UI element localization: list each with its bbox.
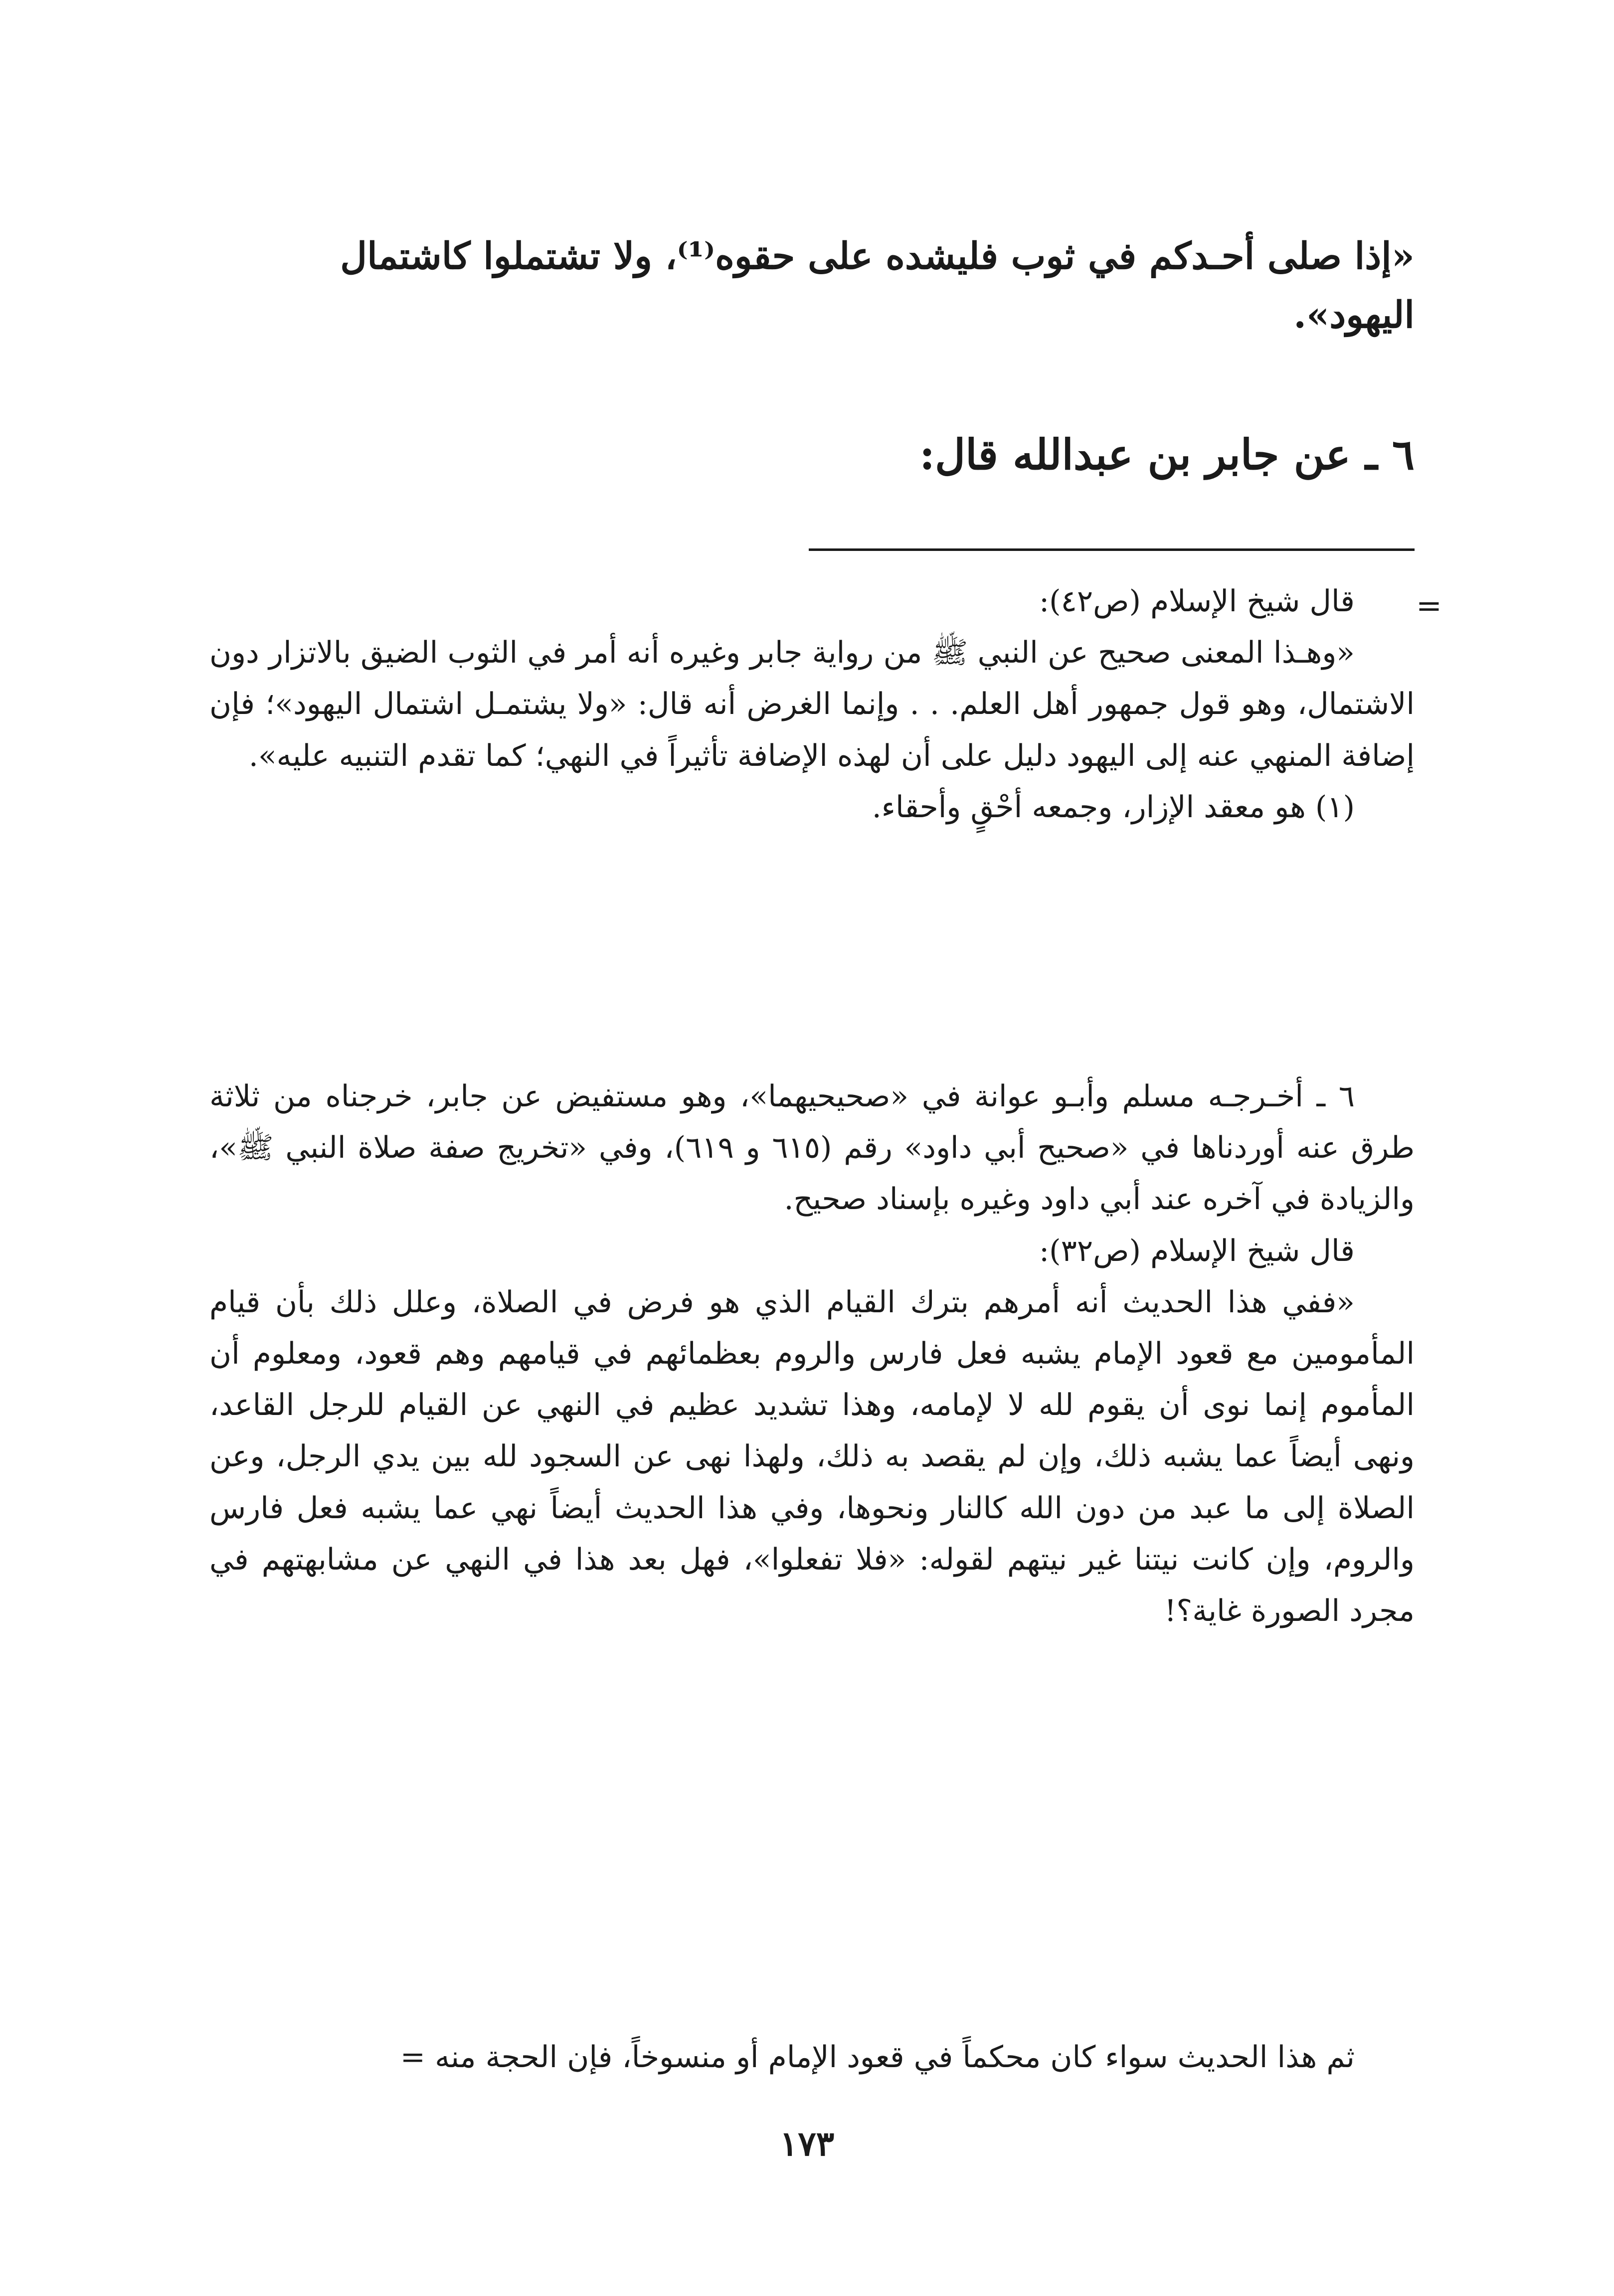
hadith-heading: ٦ ـ عن جابر بن عبدالله قال: — [919, 430, 1415, 479]
continuation-mark-bottom: = — [400, 2040, 426, 2075]
last-line-container — [209, 2032, 1415, 2083]
footnote-1: (١) هو معقد الإزار، وجمعه أحْقٍ وأحقاء. — [872, 789, 1355, 825]
last-line — [209, 2032, 1415, 2083]
takhrij-paragraph: ٦ ـ أخـرجـه مسلم وأبـو عوانة في «صحيحيهما»، وهو مستفيض عن جابر، خرجناه من ثلاثة طرق عنه أوردناها في «صحيح أبي داود» رقم (٦١٥ و ٦١٩)، وفي «تخريج صفة صلاة النبي ﷺ»، والزيادة في آخره عند أبي داود وغيره بإسناد صحيح. — [209, 1079, 1415, 1217]
last-line-text: ثم هذا الحديث سواء كان محكماً في قعود الإمام أو منسوخاً، فإن الحجة منه — [435, 2040, 1355, 2075]
notes-block-1 — [209, 576, 1415, 833]
continuation-mark-top: = — [1416, 587, 1442, 624]
quote-source-1: قال شيخ الإسلام (ص٤٢): — [1039, 584, 1355, 619]
hadith-line-2: اليهود». — [1293, 294, 1415, 337]
page-number: ١٧٣ — [779, 2124, 835, 2164]
quote-source-2: قال شيخ الإسلام (ص٣٢): — [1039, 1233, 1355, 1268]
quote-paragraph-2: «ففي هذا الحديث أنه أمرهم بترك القيام الذي هو فرض في الصلاة، وعلل ذلك بأن قيام المأمومين مع قعود الإمام يشبه فعل فارس والروم بعظمائهم في قيامهم وهم قعود، ومعلوم أن المأموم إنما نوى أن يقوم لله لا لإمامه، وهذا تشديد عظيم في النهي عن القيام للرجل القاعد، ونهى أيضاً عما يشبه ذلك، وإن لم يقصد به ذلك، ولهذا نهى عن السجود لله بين يدي الرجل، وعن الصلاة إلى ما عبد من دون الله كالنار ونحوها، وفي هذا الحديث أيضاً نهي عما يشبه فعل فارس والروم، وإن كانت نيتنا غير نيتهم لقوله: «فلا تفعلوا»، فهل بعد هذا في النهي عن مشابهتهم في مجرد الصورة غاية؟! — [209, 1284, 1415, 1628]
hadith-text — [209, 227, 1415, 345]
hadith-line-1: «إذا صلى أحـدكم في ثوب فليشده على حقوه⁽¹⁾، ولا تشتملوا كاشتمال — [340, 235, 1415, 278]
footnote-separator — [809, 548, 1415, 551]
quote-paragraph-1: «وهـذا المعنى صحيح عن النبي ﷺ من رواية جابر وغيره أنه أمر في الثوب الضيق بالاتزار دون الاشتمال، وهو قول جمهور أهل العلم. . . وإنما الغرض أنه قال: «ولا يشتمـل اشتمال اليهود»؛ فإن إضافة المنهي عنه إلى اليهود دليل على أن لهذه الإضافة تأثيراً في النهي؛ كما تقدم التنبيه عليه». — [209, 635, 1415, 773]
notes-block-2 — [209, 1071, 1415, 1637]
